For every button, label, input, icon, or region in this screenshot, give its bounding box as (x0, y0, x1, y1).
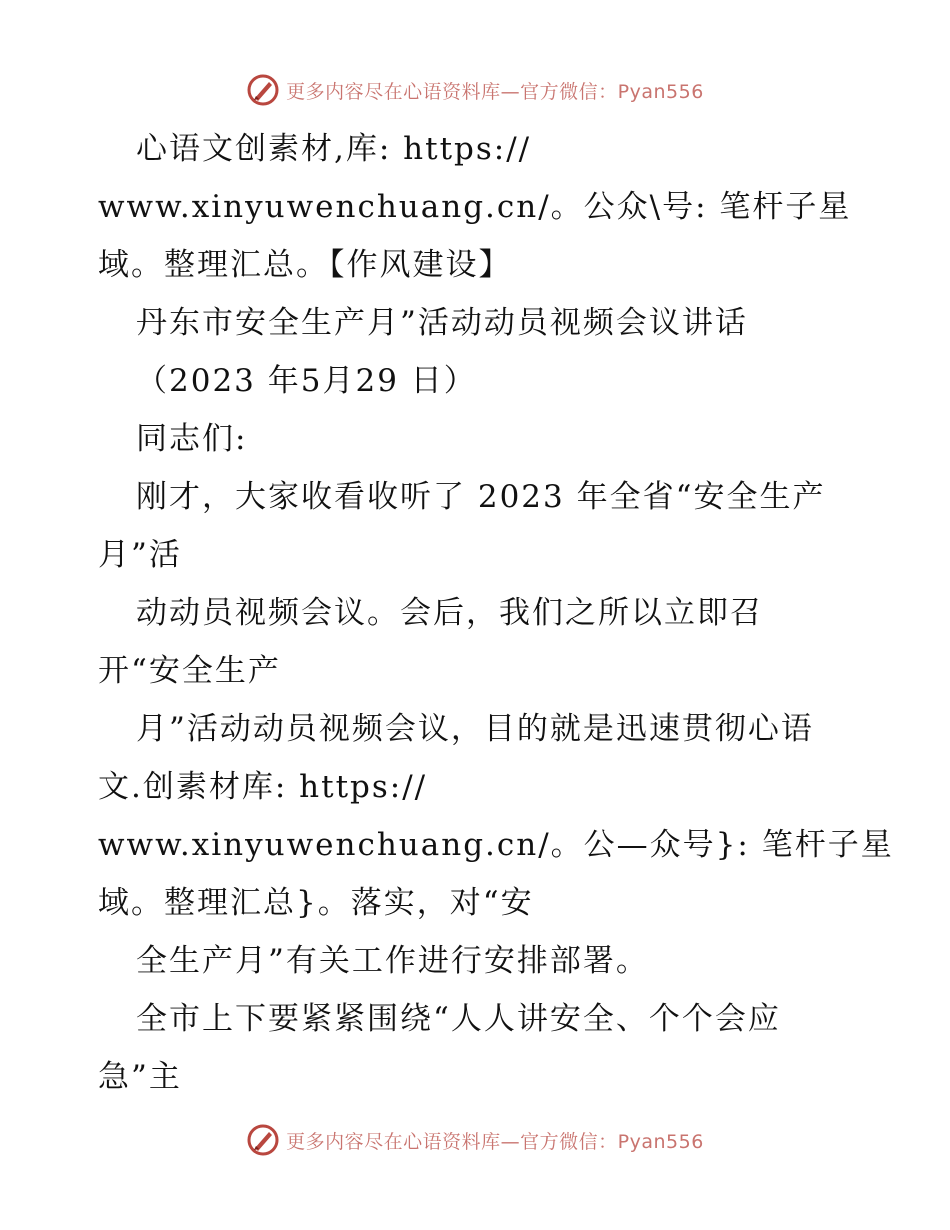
document-line: 月”活动动员视频会议，目的就是迅速贯彻心语 (136, 711, 814, 747)
watermark-text: 更多内容尽在心语资料库—官方微信：Pyan556 (286, 80, 704, 103)
pen-logo-icon (246, 73, 280, 107)
document-line: 全生产月”有关工作进行安排部署。 (136, 943, 649, 979)
header-watermark (0, 70, 950, 110)
document-line: 域。整理汇总}。落实，对“安 (98, 885, 534, 921)
document-line: www.xinyuwenchuang.cn/。公—众号}: 笔杆子星 (98, 827, 894, 863)
document-line: 月”活 (98, 537, 182, 573)
document-line: 丹东市安全生产月”活动动员视频会议讲话 (136, 305, 748, 341)
pen-logo-icon (246, 1123, 280, 1157)
document-line: 文.创素材库: https:// (98, 769, 428, 805)
document-line: www.xinyuwenchuang.cn/。公众\号: 笔杆子星 (98, 189, 852, 225)
document-line: 动动员视频会议。会后，我们之所以立即召 (136, 595, 763, 631)
footer-watermark (0, 1120, 950, 1160)
watermark-text: 更多内容尽在心语资料库—官方微信：Pyan556 (286, 1130, 704, 1153)
document-line: 域。整理汇总。【作风建设】 (98, 247, 512, 283)
document-line: 同志们: (136, 421, 248, 457)
document-line: （2023 年5月29 日） (136, 363, 477, 399)
document-line: 刚才，大家收看收听了 2023 年全省“安全生产 (136, 479, 826, 515)
document-line: 全市上下要紧紧围绕“人人讲安全、个个会应 (136, 1001, 781, 1037)
document-line: 急”主 (98, 1059, 182, 1095)
document-line: 开“安全生产 (98, 653, 281, 689)
document-body (98, 120, 898, 1106)
document-line: 心语文创素材,库: https:// (136, 131, 532, 167)
